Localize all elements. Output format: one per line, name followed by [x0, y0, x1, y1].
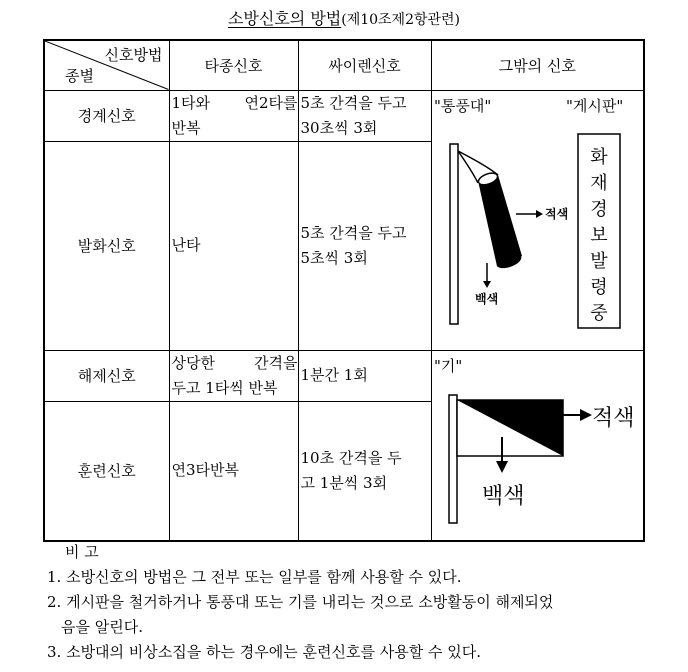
siren-text: 고 1분씩 3회	[300, 473, 388, 492]
board-label: "게시판"	[565, 96, 623, 115]
windsock-icon	[458, 151, 523, 271]
board-char: 화	[589, 146, 608, 168]
other-signal-cell-bottom	[431, 350, 644, 541]
board-char: 보	[589, 224, 608, 246]
siren-text: 5초 간격을 두고	[300, 93, 407, 112]
board-char: 중	[589, 302, 608, 324]
notes-section	[47, 540, 677, 665]
arrow-head-icon	[483, 281, 491, 288]
page-title	[0, 6, 688, 29]
arrow-head-icon	[580, 409, 592, 421]
table-row	[44, 350, 644, 401]
note-item: 3. 소방대의 비상소집을 하는 경우에는 훈련신호를 사용할 수 있다.	[47, 643, 481, 661]
siren-text: 5초 간격을 두고	[300, 223, 407, 242]
red-small-label: 적색	[544, 206, 568, 221]
note-item: 2. 게시판을 철거하거나 통풍대 또는 기를 내리는 것으로 소방활동이 해제되었	[47, 593, 554, 611]
board-char: 령	[589, 276, 608, 298]
table-row	[44, 90, 644, 141]
bell-text: 1타와	[171, 93, 211, 112]
header-siren: 싸이렌신호	[298, 40, 431, 90]
bell-text: 연2타를	[244, 93, 298, 112]
siren-text: 5초씩 3회	[300, 248, 368, 267]
header-diagonal-cell	[44, 40, 169, 90]
row-bell: 연3타반복	[169, 401, 298, 540]
row-type: 발화신호	[44, 141, 169, 350]
row-siren	[298, 90, 431, 141]
arrow-head-icon	[496, 461, 508, 473]
note-item: 음을 알린다.	[61, 618, 143, 636]
row-bell	[169, 90, 298, 141]
red-big-label: 적색	[591, 405, 635, 431]
bell-text: 반복	[171, 118, 201, 137]
flag-illustration	[432, 351, 643, 536]
row-type: 경계신호	[44, 90, 169, 141]
row-type: 해제신호	[44, 350, 169, 401]
bell-text: 간격을	[254, 353, 298, 372]
row-siren	[298, 401, 431, 540]
flag-icon	[457, 400, 563, 456]
flag-pole-icon	[449, 395, 457, 523]
header-bell: 타종신호	[169, 40, 298, 90]
note-item: 1. 소방신호의 방법은 그 전부 또는 일부를 함께 사용할 수 있다.	[47, 568, 462, 586]
row-bell: 난타	[169, 141, 298, 350]
bell-text: 상당한	[171, 353, 215, 372]
row-siren: 1분간 1회	[298, 350, 431, 401]
arrow-head-icon	[536, 210, 543, 218]
board-char: 경	[589, 198, 608, 220]
title-main: 소방신호의 방법	[227, 9, 342, 28]
notes-heading: 비 고	[65, 543, 99, 561]
tube-and-board-illustration	[432, 91, 643, 346]
flag-label: "기"	[433, 356, 462, 375]
title-sub: (제10조제2항관련)	[341, 12, 461, 28]
board-char: 발	[589, 250, 608, 272]
white-small-label: 백색	[474, 291, 498, 306]
board-char: 재	[589, 172, 608, 194]
board-text	[590, 147, 608, 324]
pole-icon	[450, 144, 458, 324]
other-signal-cell-top	[431, 90, 644, 350]
white-big-label: 백색	[481, 483, 525, 509]
header-row	[44, 40, 644, 90]
tube-label: "통풍대"	[433, 96, 491, 115]
signal-table	[43, 39, 645, 542]
header-type-label: 종별	[65, 66, 94, 85]
siren-text: 10초 간격을 두	[300, 448, 402, 467]
bell-text: 두고 1타씩 반복	[171, 378, 278, 397]
siren-text: 30초씩 3회	[300, 118, 378, 137]
header-other: 그밖의 신호	[431, 40, 644, 90]
row-bell	[169, 350, 298, 401]
row-type: 훈련신호	[44, 401, 169, 540]
row-siren	[298, 141, 431, 350]
header-method-label: 신호방법	[104, 46, 163, 64]
